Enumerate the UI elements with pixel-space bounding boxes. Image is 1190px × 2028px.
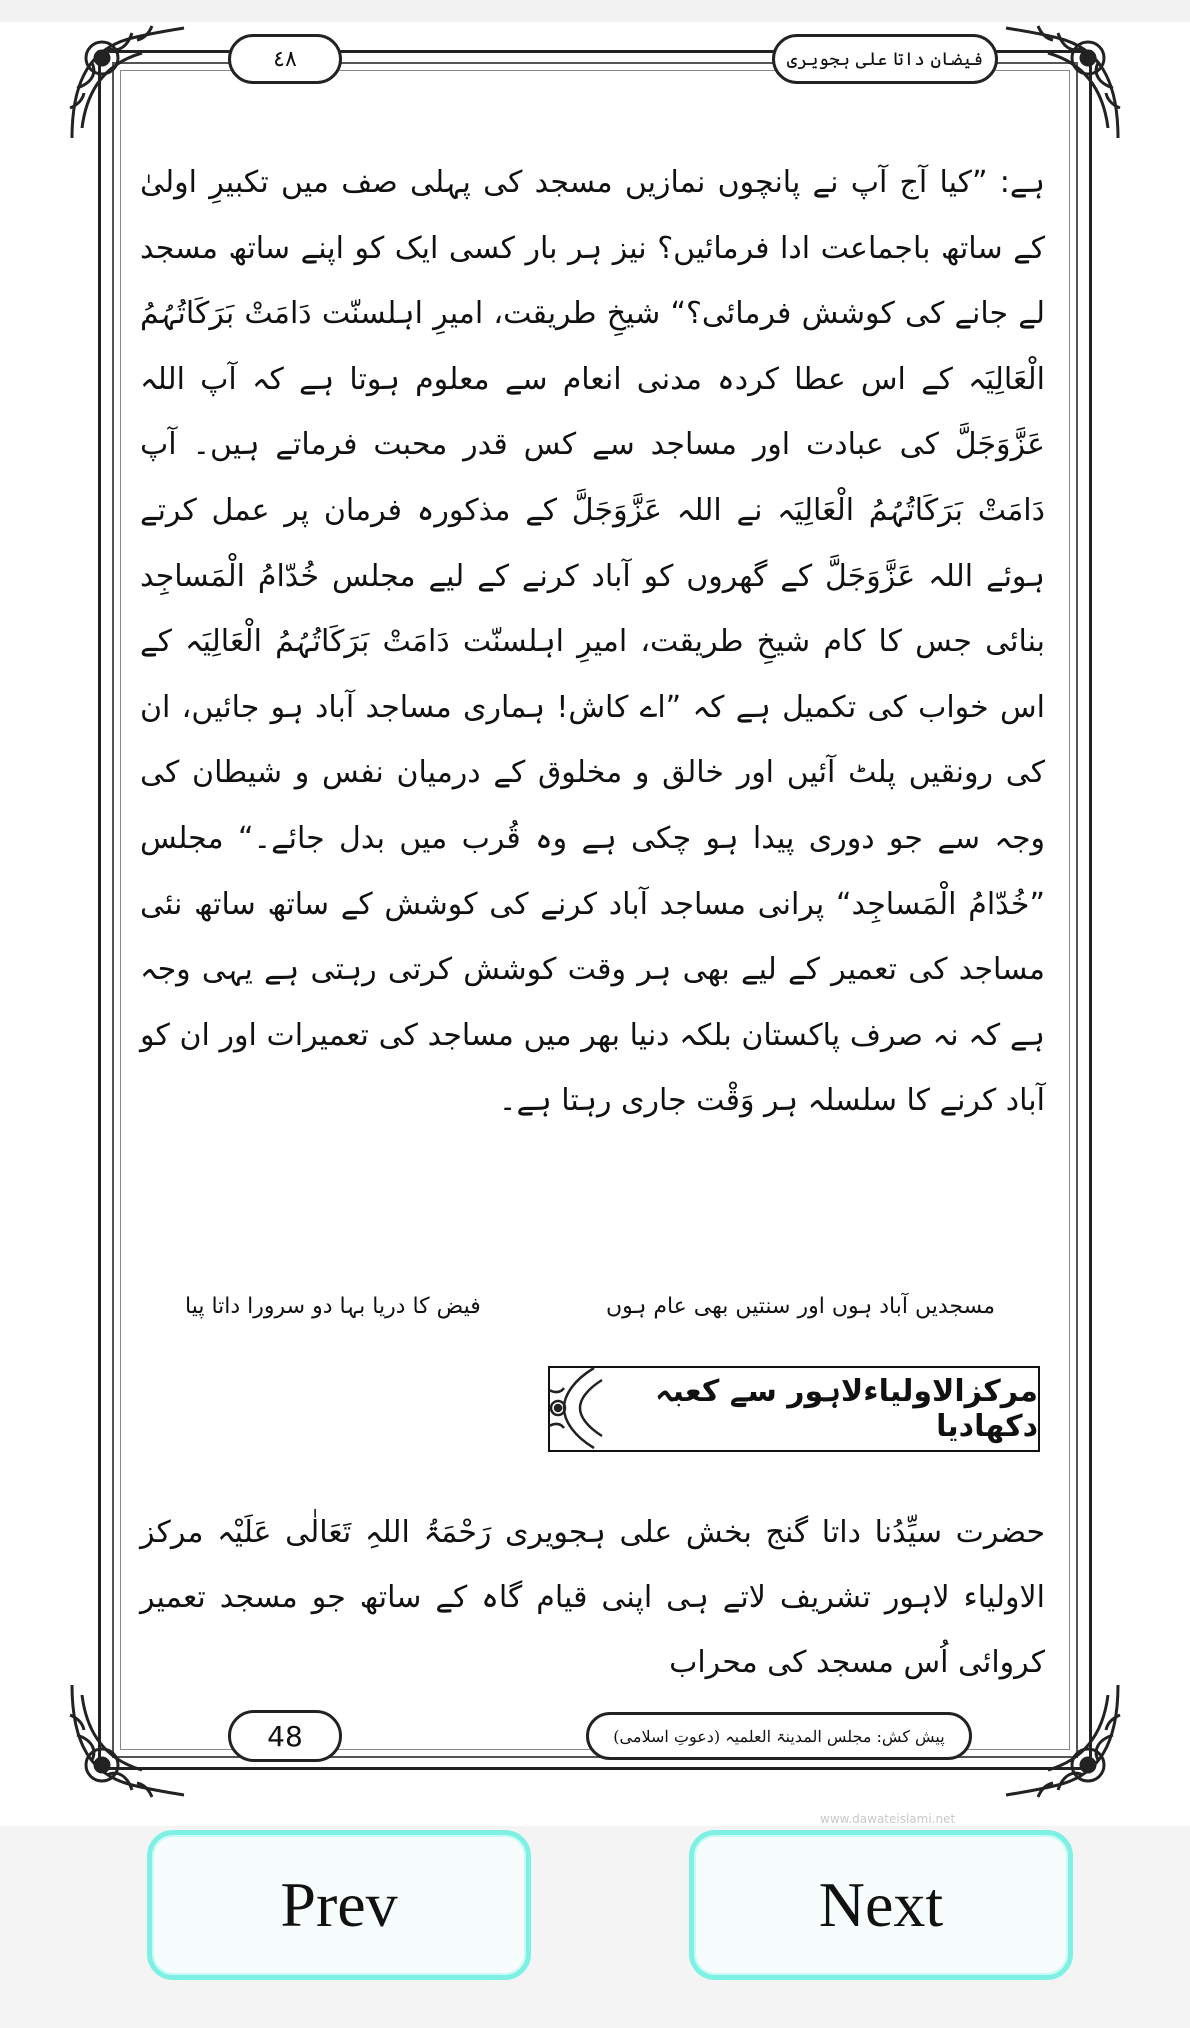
footer-publisher: پیش کش: مجلس المدینۃ العلمیہ (دعوتِ اسلامی) — [586, 1712, 972, 1760]
header-page-number: ٤٨ — [228, 34, 342, 84]
section-heading: مرکزالاولیاءلاہور سے کعبہ دکھادیا — [548, 1366, 1040, 1452]
footer-page-number: 48 — [228, 1710, 342, 1762]
next-button[interactable]: Next — [689, 1830, 1073, 1980]
corner-ornament-icon — [998, 18, 1128, 148]
verse-couplet — [175, 1290, 1035, 1338]
paragraph-1: ہے: ”کیا آج آپ نے پانچوں نمازیں مسجد کی پہلی صف میں تکبیرِ اولیٰ کے ساتھ باجماعت ادا فرمائیں؟ نیز ہر بار کسی ایک کو اپنے ساتھ مسجد لے جانے کی کوشش فرمائی؟“ شیخِ طریقت، امیرِ اہلسنّت دَامَتْ بَرَکَاتُہُمُ الْعَالِیَہ کے اس عطا کردہ مدنی انعام سے معلوم ہوتا ہے کہ آپ اللہ عَزَّوَجَلَّ کی عبادت اور مساجد سے کس قدر محبت فرماتے ہیں۔ آپ دَامَتْ بَرَکَاتُہُمُ الْعَالِیَہ نے اللہ عَزَّوَجَلَّ کے مذکورہ فرمان پر عمل کرتے ہوئے اللہ عَزَّوَجَلَّ کے گھروں کو آباد کرنے کے لیے مجلس خُدّامُ الْمَساجِد بنائی جس کا کام شیخِ طریقت، امیرِ اہلسنّت دَامَتْ بَرَکَاتُہُمُ الْعَالِیَہ کے اس خواب کی تکمیل ہے کہ ”اے کاش! ہماری مساجد آباد ہو جائیں، ان کی رونقیں پلٹ آئیں اور خالق و مخلوق کے درمیان نفس و شیطان کی وجہ سے جو دوری پیدا ہو چکی ہے وہ قُرب میں بدل جائے۔“ مجلس ”خُدّامُ الْمَساجِد“ پرانی مساجد آباد کرنے کی کوشش کے ساتھ ساتھ نئی مساجد کی تعمیر کے لیے بھی ہر وقت کوشش کرتی رہتی ہے یہی وجہ ہے کہ نہ صرف پاکستان بلکہ دنیا بھر میں مساجد کی تعمیرات اور ان کو آباد کرنے کا سلسلہ ہر وَقْت جاری رہتا ہے۔ — [140, 165, 1045, 1119]
header-book-title: فیضانِ داتا علی ہجویری — [772, 34, 998, 84]
body-text-2 — [140, 1500, 1045, 1695]
prev-button[interactable]: Prev — [147, 1830, 531, 1980]
verse-line-2: فیض کا دریا بہا دو سرورا داتا پیا — [185, 1294, 481, 1319]
verse-line-1: مسجدیں آباد ہوں اور سنتیں بھی عام ہوں — [605, 1294, 995, 1319]
corner-ornament-icon — [62, 18, 192, 148]
watermark: www.dawateislami.net — [820, 1812, 956, 1826]
body-text — [140, 150, 1045, 1134]
heading-ornament-icon — [544, 1360, 614, 1456]
paragraph-2: حضرت سیِّدُنا داتا گنج بخش علی ہجویری رَحْمَۃُ اللہِ تَعَالٰی عَلَیْہ مرکز الاولیاء لاہور تشریف لاتے ہی اپنی قیام گاہ کے ساتھ جو مسجد تعمیر کروائی اُس مسجد کی محراب — [140, 1515, 1045, 1680]
